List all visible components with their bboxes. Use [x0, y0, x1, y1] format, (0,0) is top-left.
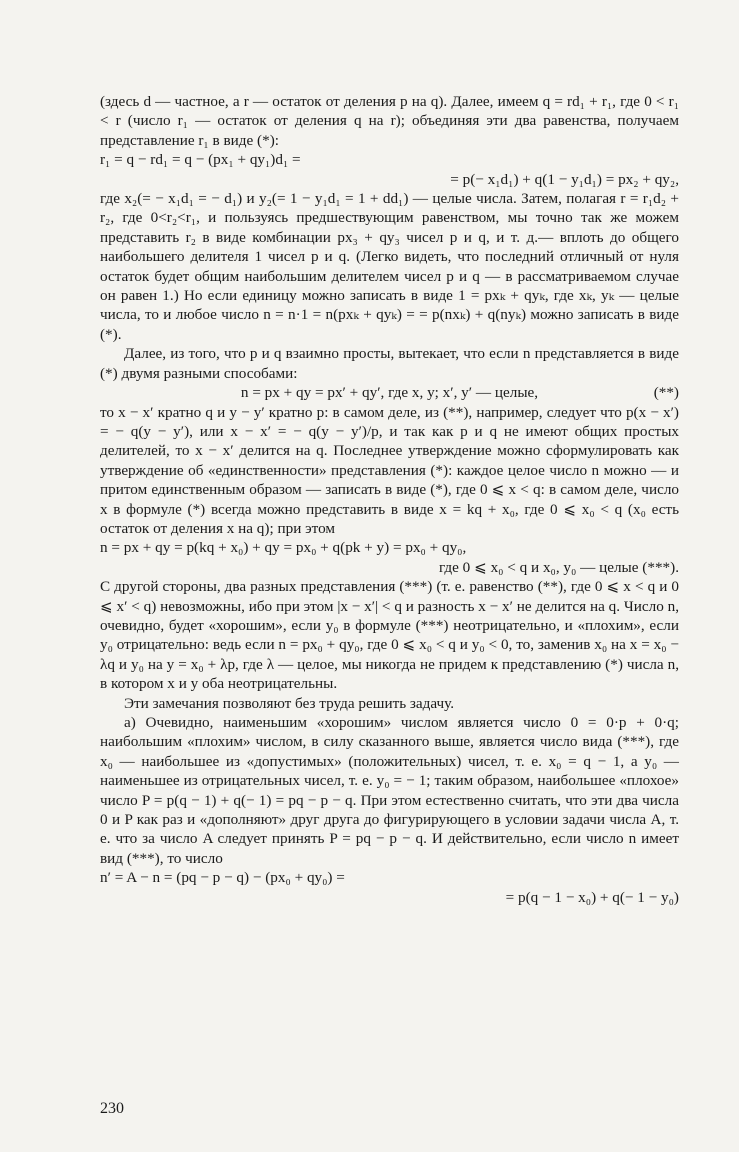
formula-text: n = px + qy = px′ + qy′, где x, y; x′, y′ — целые, — [240, 384, 539, 402]
formula-line — [100, 170, 679, 189]
formula-text: r₁ = q − rd₁ = q − (px₁ + qy₁)d₁ = — [100, 151, 301, 169]
paragraph-text: а) Очевидно, наименьшим «хорошим» числом является число 0 = 0·p + 0·q; наибольшим «плохим» числом, в силу сказанного выше, является число вида (***), где x₀ — наибольшее из «допустимых» (положительных) чисел, т. е. x₀ = q − 1, а y₀ — наименьшее из отрицательных чисел, т. е. y₀ = − 1; таким образом, наибольшее «плохое» число P = p(q − 1) + q(− 1) = pq − p − q. При этом естественно считать, что эти два числа 0 и P как раз и «дополняют» друг друга до фигурирующего в условии задачи числа A, т. е. что за число A следует принять P = pq − p − q. И действительно, если число n имеет вид (***), то число — [100, 714, 679, 867]
paragraph-text: Далее, из того, что p и q взаимно просты, вытекает, что если n представляется в виде (*) двумя разными способами: — [100, 345, 679, 382]
paragraph — [100, 189, 679, 344]
paragraph-text: то x − x′ кратно q и y − y′ кратно p: в самом деле, из (**), например, следует что p(x − x′) = − q(y − y′), или x − x′ = − q(y − y′)/p, и так как p и q не имеют общих простых делителей, то x − x′ делится на q. Последнее утверждение можно сформулировать как утверждение об «единственности» представления (*): каждое целое число n можно — и притом единственным образом — записать в виде (*), где 0 ⩽ x < q: в самом деле, число x в формуле (*) всегда можно представить в виде x = kq + x₀, где 0 ⩽ x₀ < q (x₀ есть остаток от деления x на q); при этом — [100, 403, 679, 537]
paragraph-text: С другой стороны, два разных представления (***) (т. е. равенство (**), где 0 ⩽ x < q и 0 ⩽ x′ < q) невозможны, ибо при этом |x − x′| < q и разность x − x′ не делится на q. Число n, очевидно, будет «хорошим», если y₀ в формуле (***) неотрицательно, и «плохим», если y₀ отрицательно: ведь если n = px₀ + qy₀, где 0 ⩽ x₀ < q и y₀ < 0, то, заменив x₀ на x = x₀ − λq и y₀ на y = x₀ + λp, где λ — целое, мы никогда не придем к представлению (*) числа n, в котором x и y оба неотрицательны. — [100, 578, 679, 693]
paragraph — [100, 713, 679, 868]
formula-line — [100, 383, 679, 402]
paragraph — [100, 694, 679, 713]
formula-text: = p(− x₁d₁) + q(1 − y₁d₁) = px₂ + qy₂, — [450, 170, 679, 188]
equation-tag: (**) — [653, 384, 679, 402]
formula-text: n′ = A − n = (pq − p − q) − (px₀ + qy₀) = — [100, 869, 345, 887]
formula-line — [100, 538, 679, 557]
page-body — [100, 92, 679, 907]
page-number: 230 — [100, 1100, 124, 1117]
paragraph-text: (здесь d — частное, а r — остаток от деления p на q). Далее, имеем q = rd₁ + r₁, где 0 < r₁ < r (число r₁ — остаток от деления q на r); объединяя эти два равенства, получаем представление r₁ в виде (*): — [100, 93, 679, 149]
formula-text: n = px + qy = p(kq + x₀) + qy = px₀ + q(pk + y) = px₀ + qy₀, — [100, 539, 467, 557]
formula-line — [100, 558, 679, 577]
paragraph — [100, 403, 679, 539]
formula-line — [100, 888, 679, 907]
formula-line — [100, 150, 679, 169]
paragraph-text: Эти замечания позволяют без труда решить задачу. — [124, 694, 455, 712]
paragraph-text: где x₂(= − x₁d₁ = − d₁) и y₂(= 1 − y₁d₁ = 1 + dd₁) — целые числа. Затем, полагая r = r₁d₂ + r₂, где 0<r₂<r₁, и пользуясь предшествующим равенством, мы точно так же можем представить r₂ в виде комбинации px₃ + qy₃ чисел p и q, и т. д.— вплоть до общего наибольшего делителя 1 чисел p и q. (Легко видеть, что последний отличный от нуля остаток будет общим наибольшим делителем чисел p и q — в рассматриваемом случае он равен 1.) Но если единицу можно записать в виде 1 = pxₖ + qyₖ, где xₖ, yₖ — целые числа, то и любое число n = n·1 = n(pxₖ + qyₖ) = = p(nxₖ) + q(nyₖ) можно записать в виде (*). — [100, 190, 679, 343]
paragraph — [100, 577, 679, 693]
paragraph — [100, 92, 679, 150]
formula-text: где 0 ⩽ x₀ < q и x₀, y₀ — целые (***). — [438, 558, 679, 576]
formula-text: = p(q − 1 − x₀) + q(− 1 − y₀) — [505, 888, 679, 906]
paragraph — [100, 344, 679, 383]
formula-line — [100, 868, 679, 887]
